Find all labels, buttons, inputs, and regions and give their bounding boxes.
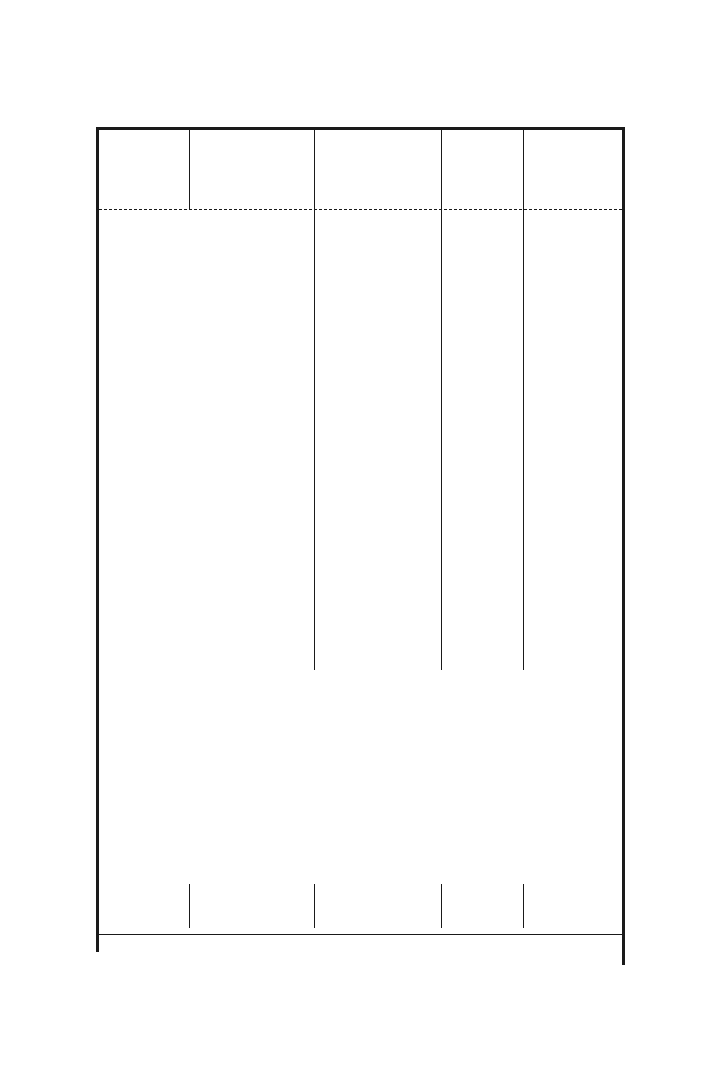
header-rapports	[189, 141, 314, 148]
table-right-border	[622, 127, 625, 965]
column-divider	[189, 884, 190, 928]
table-left-border	[96, 127, 99, 952]
column-divider	[441, 130, 442, 670]
column-divider	[441, 884, 442, 928]
column-divider	[314, 884, 315, 928]
column-divider	[523, 130, 524, 670]
header-notes	[441, 153, 523, 157]
table-top-border	[96, 127, 625, 130]
column-divider	[523, 884, 524, 928]
column-divider	[314, 130, 315, 670]
table-bottom-border	[96, 934, 625, 935]
header-separator	[99, 209, 622, 211]
